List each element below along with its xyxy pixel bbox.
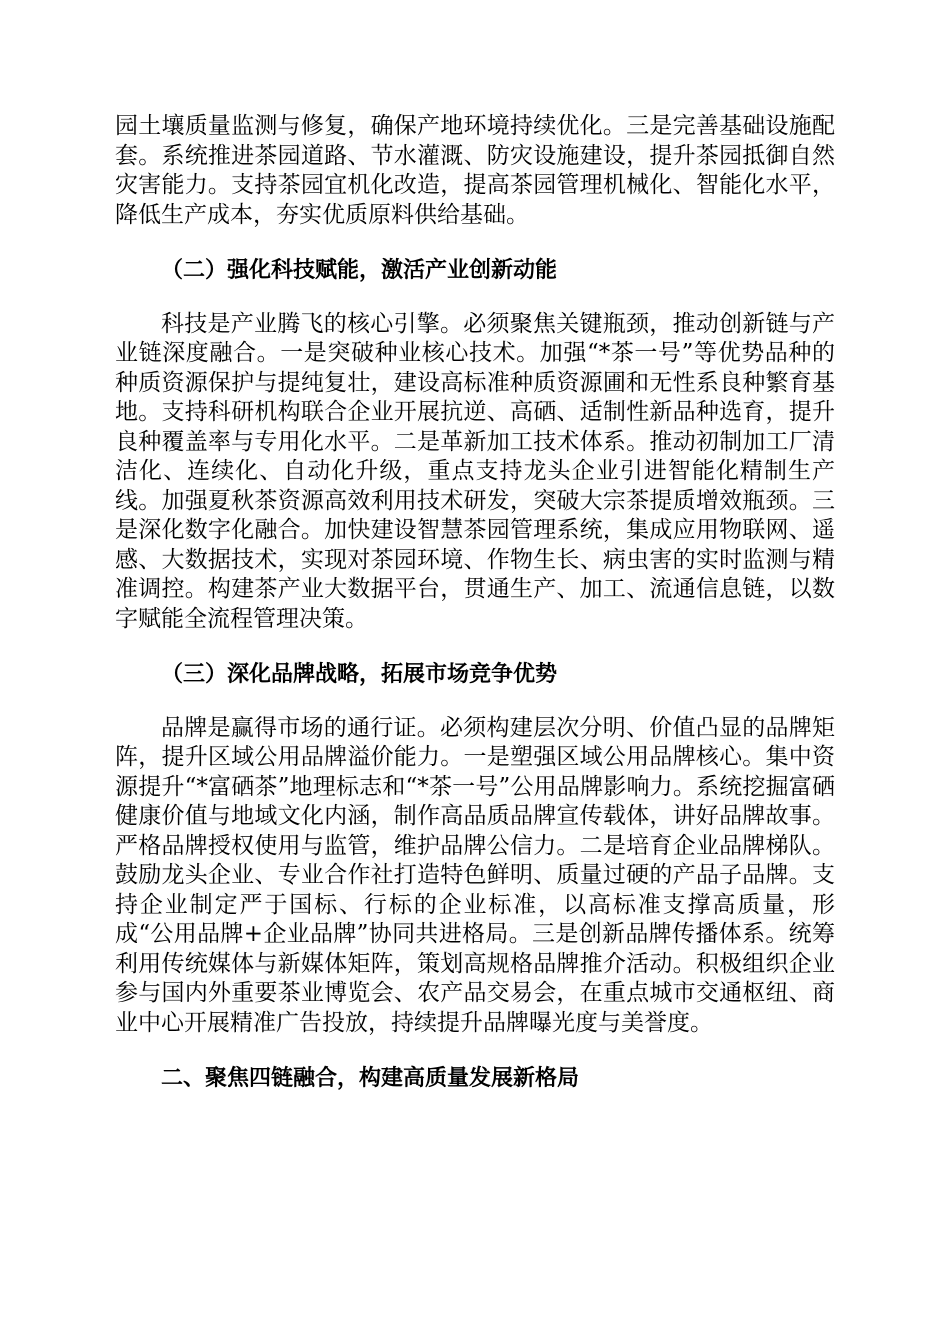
part-2-heading: 二、聚焦四链融合，构建高质量发展新格局 (161, 1066, 580, 1091)
document-page (115, 112, 835, 1094)
section-3-heading: （三）深化品牌战略，拓展市场竞争优势 (161, 662, 558, 687)
section-2-heading: （二）强化科技赋能，激活产业创新动能 (161, 258, 558, 283)
section-3-paragraph: 品牌是赢得市场的通行证。必须构建层次分明、价值凸显的品牌矩阵，提升区域公用品牌溢价能力。一是塑强区域公用品牌核心。集中资源提升“*富硒茶”地理标志和“*茶一号”公用品牌影响力。系统挖掘富硒健康价值与地域文化内涵，制作高品质品牌宣传载体，讲好品牌故事。严格品牌授权使用与监管，维护品牌公信力。二是培育企业品牌梯队。鼓励龙头企业、专业合作社打造特色鲜明、质量过硬的产品子品牌。支持企业制定严于国标、行标的企业标准，以高标准支撑高质量，形成“公用品牌+企业品牌”协同共进格局。三是创新品牌传播体系。统筹利用传统媒体与新媒体矩阵，策划高规格品牌推介活动。积极组织企业参与国内外重要茶业博览会、农产品交易会，在重点城市交通枢纽、商业中心开展精准广告投放，持续提升品牌曝光度与美誉度。 (115, 714, 835, 1036)
section-2-paragraph: 科技是产业腾飞的核心引擎。必须聚焦关键瓶颈，推动创新链与产业链深度融合。一是突破种业核心技术。加强“*茶一号”等优势品种的种质资源保护与提纯复壮，建设高标准种质资源圃和无性系良种繁育基地。支持科研机构联合企业开展抗逆、高硒、适制性新品种选育，提升良种覆盖率与专用化水平。二是革新加工技术体系。推动初制加工厂清洁化、连续化、自动化升级，重点支持龙头企业引进智能化精制生产线。加强夏秋茶资源高效利用技术研发，突破大宗茶提质增效瓶颈。三是深化数字化融合。加快建设智慧茶园管理系统，集成应用物联网、遥感、大数据技术，实现对茶园环境、作物生长、病虫害的实时监测与精准调控。构建茶产业大数据平台，贯通生产、加工、流通信息链，以数字赋能全流程管理决策。 (115, 310, 835, 632)
continuation-paragraph: 园土壤质量监测与修复，确保产地环境持续优化。三是完善基础设施配套。系统推进茶园道路、节水灌溉、防灾设施建设，提升茶园抵御自然灾害能力。支持茶园宜机化改造，提高茶园管理机械化、智能化水平，降低生产成本，夯实优质原料供给基础。 (115, 113, 835, 228)
